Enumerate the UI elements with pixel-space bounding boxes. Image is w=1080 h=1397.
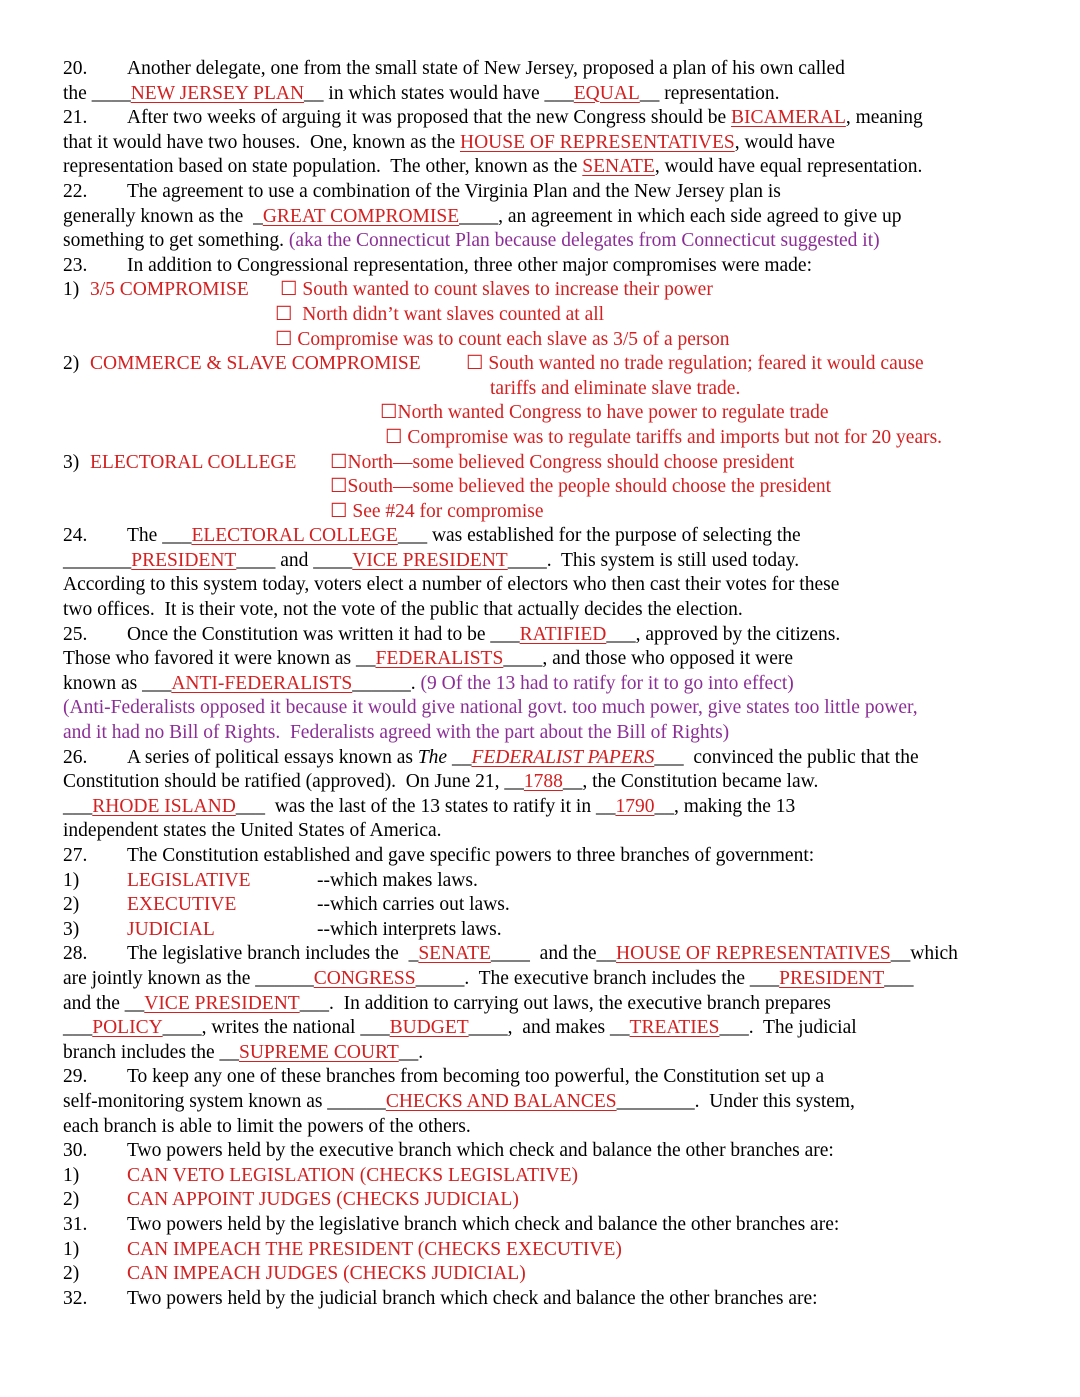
body-text: and the __ [63,992,145,1014]
answer-text: HOUSE OF REPRESENTATIVES [459,131,735,153]
body-text: ___ was established for the purpose of selecting the [397,525,801,547]
body-text: are jointly known as the ______ [63,967,314,989]
doc-line [63,770,1050,795]
doc-line [63,918,1050,943]
body-text: 30. [63,1140,88,1162]
answer-text: 1788 [523,771,563,793]
answer-text: ☐ See #24 for compromise [330,500,544,522]
body-text: The Constitution established and gave specific powers to three branches of government: [127,845,815,866]
body-text: each branch is able to limit the powers of the others. [63,1115,471,1137]
doc-line [63,992,1050,1017]
body-text: In addition to Congressional representation, three other major compromises were made: [127,254,813,276]
body-text: 3) [63,451,80,473]
body-text: __ in which states would have ___ [304,82,574,104]
body-text: The agreement to use a combination of the Virginia Plan and the New Jersey plan is [127,180,781,202]
answer-text: BICAMERAL [731,107,846,129]
body-text: ___ [884,967,914,989]
answer-text: tariffs and eliminate slave trade. [490,377,741,399]
body-text: ____, an agreement in which each side agreed to give up [459,205,902,227]
answer-text: CAN VETO LEGISLATION (CHECKS LEGISLATIVE) [127,1164,578,1186]
body-text: generally known as the _ [63,205,263,227]
doc-line [63,106,1050,131]
answer-text: CAN IMPEACH THE PRESIDENT (CHECKS EXECUTIVE) [127,1238,622,1260]
body-text: --which makes laws. [317,869,478,891]
doc-line [63,278,1050,303]
doc-line [63,942,1050,967]
answer-text: GREAT COMPROMISE [262,205,460,227]
answer-text: SENATE [418,943,491,965]
answer-text: LEGISLATIVE [127,869,251,891]
body-text: ___, approved by the citizens. [606,623,841,645]
answer-text: BUDGET [389,1017,469,1039]
doc-line [63,1164,1050,1189]
doc-line [63,1287,1050,1312]
body-text: the ____ [63,82,131,104]
doc-line [63,1065,1050,1090]
body-text: independent states the United States of America. [63,820,442,842]
answer-text: ☐South—some believed the people should choose the president [330,476,832,498]
doc-line [63,672,1050,697]
body-text: 2) [63,1263,80,1285]
doc-line [63,205,1050,230]
doc-line [63,352,1050,377]
answer-text: VICE PRESIDENT [144,992,300,1014]
body-text: ___. In addition to carrying out laws, the executive branch prepares [299,992,831,1014]
body-text: Another delegate, one from the small state of New Jersey, proposed a plan of his own called [127,58,845,79]
answer-text: FEDERALISTS [375,648,504,670]
answer-text: RHODE ISLAND [92,795,236,817]
body-text: known as ___ [63,672,172,694]
answer-text: ☐ South wanted to count slaves to increase their power [280,279,713,301]
body-text: ______. [352,672,421,694]
answer-text: TREATIES [629,1017,720,1039]
body-text: ___ [63,795,93,817]
doc-line [63,155,1050,180]
doc-line [63,451,1050,476]
doc-line [63,819,1050,844]
body-text: 1) [63,869,80,891]
answer-text: SENATE [582,156,655,178]
body-text: Those who favored it were known as __ [63,648,376,670]
answer-text: CAN APPOINT JUDGES (CHECKS JUDICIAL) [127,1189,519,1211]
doc-line [63,1262,1050,1287]
doc-line [63,1139,1050,1164]
body-text: that it would have two houses. One, known as the [63,131,460,153]
doc-line [63,1115,1050,1140]
doc-line [63,524,1050,549]
doc-line [63,1238,1050,1263]
doc-line [63,746,1050,771]
body-text: --which carries out laws. [317,894,510,916]
doc-line [63,1188,1050,1213]
body-text: __, making the 13 [654,795,796,817]
body-text: __ representation. [639,82,780,104]
doc-line [63,893,1050,918]
answer-text: RATIFIED [519,623,607,645]
doc-line [63,623,1050,648]
body-text: something to get something. [63,230,289,252]
answer-text: ☐ Compromise was to count each slave as 3/5 of a person [275,328,730,350]
doc-line [63,1213,1050,1238]
body-text: Two powers held by the executive branch which check and balance the other branches are: [127,1140,834,1162]
body-text: Constitution should be ratified (approved). On June 21, __ [63,771,524,793]
body-text: 23. [63,254,88,276]
answer-text: ELECTORAL COLLEGE [191,525,398,547]
body-text: The [417,746,448,768]
body-text: 1) [63,279,80,301]
body-text: 1) [63,1238,80,1260]
answer-text: POLICY [92,1017,163,1039]
doc-line [63,967,1050,992]
body-text: A series of political essays known as [127,746,418,768]
body-text: __, the Constitution became law. [562,771,819,793]
body-text: 26. [63,746,88,768]
body-text: Two powers held by the legislative branch which check and balance the other branches are: [127,1213,840,1235]
body-text: , meaning [845,107,923,129]
body-text: two offices. It is their vote, not the vote of the public that actually decides the election. [63,599,743,621]
doc-line [63,696,1050,721]
answer-text: EXECUTIVE [127,894,237,916]
answer-text: HOUSE OF REPRESENTATIVES [616,943,891,965]
doc-line [63,1090,1050,1115]
note-text: and it had no Bill of Rights. Federalists agreed with the part about the Bill of Rights) [63,722,730,744]
answer-text: ☐ North didn’t want slaves counted at all [275,303,605,325]
body-text: ___ convinced the public that the [654,746,919,768]
body-text: ___. The judicial [719,1017,857,1039]
body-text: After two weeks of arguing it was proposed that the new Congress should be [127,107,732,129]
doc-line [63,1016,1050,1041]
body-text: Once the Constitution was written it had to be ___ [127,623,520,645]
answer-text: NEW JERSEY PLAN [130,82,305,104]
answer-text: ☐North—some believed Congress should choose president [330,451,795,473]
body-text: To keep any one of these branches from becoming too powerful, the Constitution set up a [127,1066,825,1088]
answer-text: FEDERALIST PAPERS [471,746,655,768]
body-text: 2) [63,894,80,916]
answer-text: JUDICIAL [127,918,215,940]
answer-text: SUPREME COURT [239,1041,399,1063]
doc-line [63,303,1050,328]
body-text: _____. The executive branch includes the ___ [415,967,780,989]
body-text: 27. [63,845,88,866]
answer-text: CHECKS AND BALANCES [385,1090,617,1112]
body-text: ____ and ____ [236,549,353,571]
body-text: __. [398,1041,424,1063]
doc-line [63,844,1050,869]
doc-line [63,869,1050,894]
note-text: (aka the Connecticut Plan because delegates from Connecticut suggested it) [288,230,880,252]
note-text: (Anti-Federalists opposed it because it would give national govt. too much power, give states too little power, [63,697,918,719]
answer-text: PRESIDENT [131,549,237,571]
answer-text: PRESIDENT [779,967,885,989]
body-text: __ [447,746,472,768]
answer-text: EQUAL [573,82,640,104]
doc-line [63,57,1050,82]
body-text: ___ was the last of the 13 states to ratify it in __ [235,795,616,817]
body-text: Two powers held by the judicial branch which check and balance the other branches are: [127,1287,818,1309]
body-text: , would have [734,131,835,153]
answer-text: ☐ South wanted no trade regulation; feared it would cause [466,353,924,375]
doc-line [63,475,1050,500]
answer-text: CONGRESS [313,967,416,989]
answer-text: COMMERCE & SLAVE COMPROMISE [90,353,421,375]
body-text: __which [890,943,958,965]
body-text: According to this system today, voters elect a number of electors who then cast their votes for these [63,574,840,596]
body-text: ____, writes the national ___ [162,1017,390,1039]
answer-text: ANTI-FEDERALISTS [171,672,353,694]
body-text: 1) [63,1164,80,1186]
body-text: ____, and makes __ [468,1017,630,1039]
answer-text: VICE PRESIDENT [352,549,508,571]
body-text: ____ and the__ [490,943,617,965]
doc-line [63,254,1050,279]
answer-text: ☐North wanted Congress to have power to regulate trade [380,402,829,424]
note-text: (9 Of the 13 had to ratify for it to go into effect) [420,672,794,694]
body-text: The ___ [127,525,192,547]
body-text: 2) [63,353,80,375]
body-text: ___ [63,1017,93,1039]
answer-text: CAN IMPEACH JUDGES (CHECKS JUDICIAL) [127,1263,526,1285]
doc-line [63,377,1050,402]
doc-line [63,500,1050,525]
doc-line [63,229,1050,254]
doc-line [63,82,1050,107]
doc-line [63,1041,1050,1066]
body-text: The legislative branch includes the _ [127,943,419,965]
body-text: , would have equal representation. [654,156,923,178]
body-text: ____. This system is still used today. [507,549,800,571]
body-text: branch includes the __ [63,1041,239,1063]
body-text: 28. [63,943,88,965]
body-text: _______ [63,549,132,571]
answer-text: 1790 [615,795,655,817]
body-text: representation based on state population. The other, known as the [63,156,583,178]
body-text: 2) [63,1189,80,1211]
doc-line [63,647,1050,672]
body-text: --which interprets laws. [317,918,502,940]
body-text: 31. [63,1213,88,1235]
body-text: 25. [63,623,88,645]
doc-line [63,721,1050,746]
doc-line [63,573,1050,598]
body-text: 21. [63,107,88,129]
body-text: 22. [63,180,88,202]
doc-line [63,180,1050,205]
body-text: 24. [63,525,88,547]
answer-text: ☐ Compromise was to regulate tariffs and imports but not for 20 years. [385,426,943,448]
doc-line [63,426,1050,451]
answer-text: ELECTORAL COLLEGE [90,451,297,473]
body-text: ____, and those who opposed it were [503,648,794,670]
doc-line [63,795,1050,820]
body-text: self-monitoring system known as ______ [63,1090,386,1112]
doc-line [63,549,1050,574]
body-text: ________. Under this system, [616,1090,855,1112]
body-text: 29. [63,1066,88,1088]
body-text: 32. [63,1287,88,1309]
doc-line [63,401,1050,426]
body-text: 20. [63,58,88,79]
doc-line [63,328,1050,353]
doc-line [63,131,1050,156]
body-text: 3) [63,918,80,940]
doc-line [63,598,1050,623]
answer-text: 3/5 COMPROMISE [90,279,249,301]
